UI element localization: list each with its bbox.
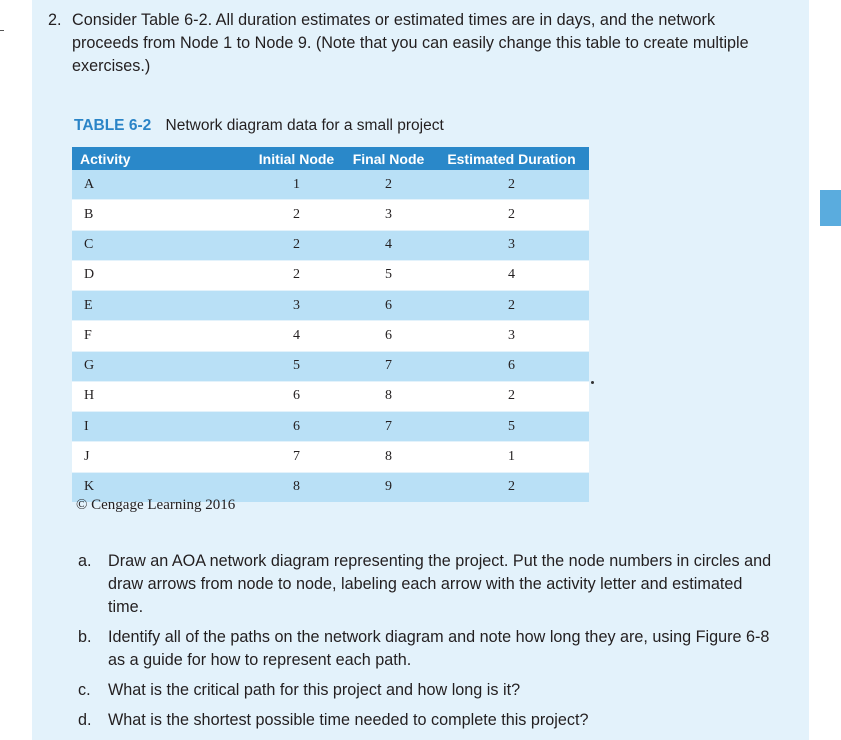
cell-duration: 5	[434, 412, 589, 442]
header-estimated-duration: Estimated Duration	[434, 147, 589, 170]
cell-duration: 2	[434, 291, 589, 321]
stray-dot	[591, 381, 594, 384]
cell-final-node: 8	[343, 442, 434, 472]
table-row	[72, 442, 589, 472]
question-text: Draw an AOA network diagram representing the project. Put the node numbers in circles and draw arrows from node to node, labeling each arrow with the activity letter and estimated time.	[108, 552, 772, 616]
cell-duration: 2	[434, 472, 589, 502]
question-letter: c.	[78, 681, 91, 699]
question-c	[78, 679, 778, 702]
table-row	[72, 260, 589, 290]
question-text: What is the critical path for this project and how long is it?	[108, 681, 521, 699]
cell-duration: 2	[434, 170, 589, 200]
cell-activity: K	[72, 472, 250, 502]
cell-final-node: 7	[343, 351, 434, 381]
exercise-intro	[48, 9, 778, 78]
cell-final-node: 7	[343, 412, 434, 442]
cell-initial-node: 8	[250, 472, 343, 502]
cell-duration: 2	[434, 200, 589, 230]
cell-duration: 6	[434, 351, 589, 381]
cell-duration: 1	[434, 442, 589, 472]
cell-activity: E	[72, 291, 250, 321]
cell-activity: C	[72, 230, 250, 260]
table-label: TABLE 6-2	[74, 117, 152, 134]
cell-final-node: 4	[343, 230, 434, 260]
table-row	[72, 412, 589, 442]
cell-final-node: 9	[343, 472, 434, 502]
cell-duration: 2	[434, 381, 589, 411]
cell-final-node: 6	[343, 321, 434, 351]
header-final-node: Final Node	[343, 147, 434, 170]
cell-activity: A	[72, 170, 250, 200]
copyright-credit: © Cengage Learning 2016	[76, 497, 236, 513]
cell-activity: H	[72, 381, 250, 411]
cell-activity: J	[72, 442, 250, 472]
cell-initial-node: 6	[250, 381, 343, 411]
cell-initial-node: 2	[250, 260, 343, 290]
cell-initial-node: 3	[250, 291, 343, 321]
cell-activity: D	[72, 260, 250, 290]
question-d	[78, 709, 778, 732]
header-initial-node: Initial Node	[250, 147, 343, 170]
cell-duration: 4	[434, 260, 589, 290]
cell-final-node: 2	[343, 170, 434, 200]
cell-initial-node: 2	[250, 230, 343, 260]
table-row	[72, 321, 589, 351]
question-text: What is the shortest possible time needed to complete this project?	[108, 711, 589, 729]
question-letter: d.	[78, 711, 92, 729]
cell-duration: 3	[434, 321, 589, 351]
cell-final-node: 8	[343, 381, 434, 411]
cell-final-node: 5	[343, 260, 434, 290]
table-title: Network diagram data for a small project	[165, 117, 444, 134]
question-letter: a.	[78, 552, 92, 570]
table-caption	[74, 117, 444, 135]
cell-initial-node: 5	[250, 351, 343, 381]
question-text: Identify all of the paths on the network diagram and note how long they are, using Figure 6-8 as a guide for how to represent each path.	[108, 628, 770, 669]
network-data-table	[72, 147, 589, 503]
cell-activity: B	[72, 200, 250, 230]
question-list	[78, 550, 778, 739]
cell-initial-node: 1	[250, 170, 343, 200]
cell-initial-node: 7	[250, 442, 343, 472]
cell-activity: G	[72, 351, 250, 381]
table-row	[72, 351, 589, 381]
question-letter: b.	[78, 628, 92, 646]
cell-activity: I	[72, 412, 250, 442]
cell-initial-node: 4	[250, 321, 343, 351]
question-b	[78, 626, 778, 672]
margin-tick	[0, 30, 4, 31]
exercise-number: 2.	[48, 11, 62, 29]
header-activity: Activity	[72, 147, 250, 170]
question-a	[78, 550, 778, 619]
table-header-row	[72, 147, 589, 170]
table-row	[72, 200, 589, 230]
table-row	[72, 170, 589, 200]
table-row	[72, 291, 589, 321]
cell-duration: 3	[434, 230, 589, 260]
table-row	[72, 381, 589, 411]
cell-activity: F	[72, 321, 250, 351]
cell-final-node: 3	[343, 200, 434, 230]
side-tab-marker	[820, 190, 841, 226]
cell-initial-node: 2	[250, 200, 343, 230]
table-row	[72, 230, 589, 260]
cell-initial-node: 6	[250, 412, 343, 442]
exercise-text: Consider Table 6-2. All duration estimates or estimated times are in days, and the network proceeds from Node 1 to Node 9. (Note that you can easily change this table to create multiple exercises.)	[72, 11, 749, 75]
cell-final-node: 6	[343, 291, 434, 321]
